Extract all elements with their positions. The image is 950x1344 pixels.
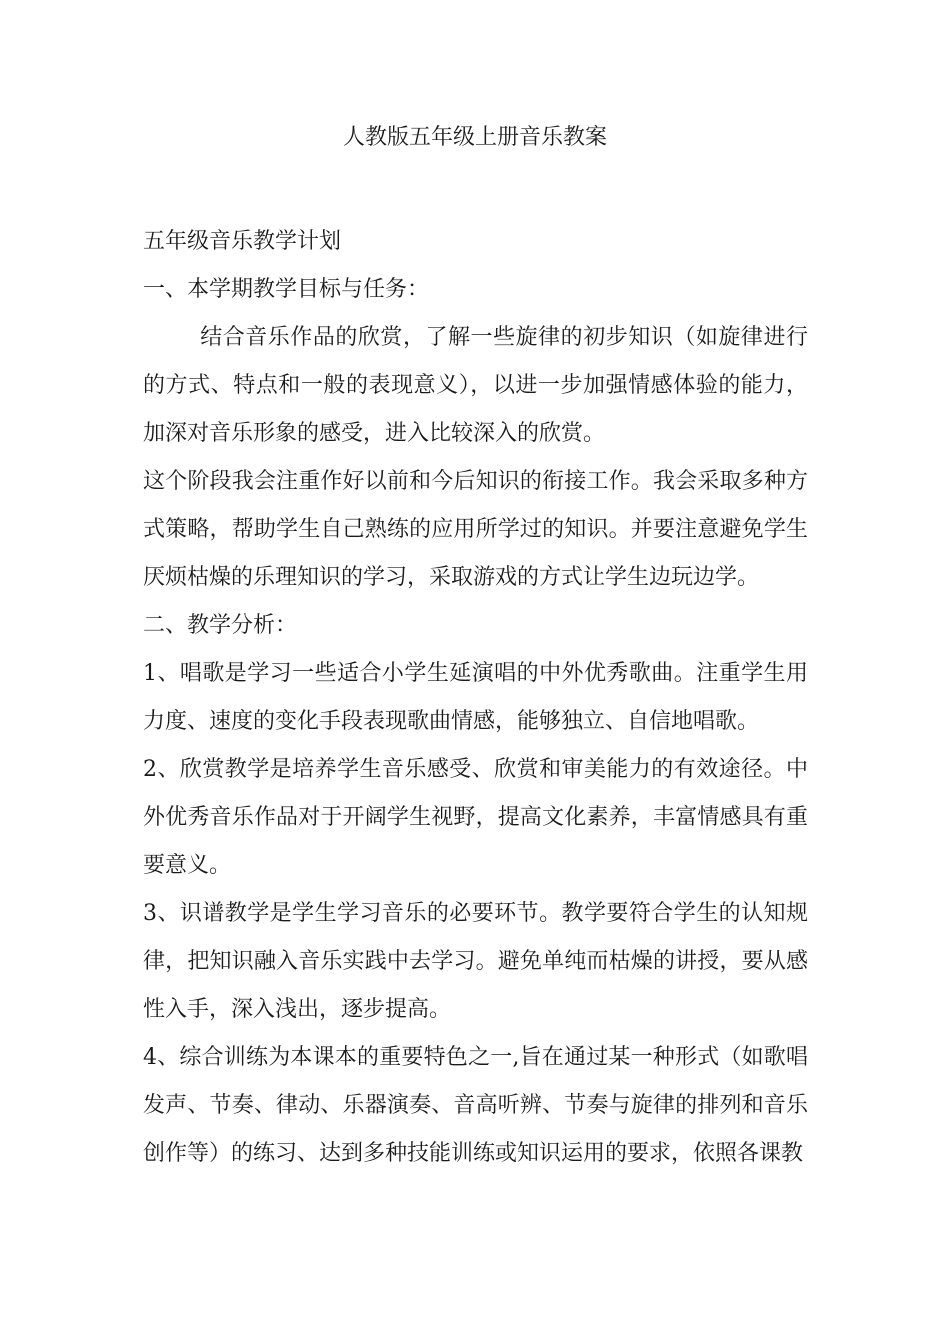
plan-heading: 五年级音乐教学计划: [143, 229, 342, 254]
document-body: [143, 218, 808, 1178]
stage-paragraph: 这个阶段我会注重作好以前和今后知识的衔接工作。我会采取多种方式策略，帮助学生自己熟练的应用所学过的知识。并要注意避免学生厌烦枯燥的乐理知识的学习，采取游戏的方式让学生边玩边学。: [143, 469, 808, 590]
section-2-title: 二、教学分析：: [143, 613, 298, 638]
analysis-item-2: 2、欣赏教学是培养学生音乐感受、欣赏和审美能力的有效途径。中外优秀音乐作品对于开阔学生视野，提高文化素养，丰富情感具有重要意义。: [143, 757, 808, 878]
section-1-title: 一、本学期教学目标与任务：: [143, 277, 430, 302]
analysis-item-3: 3、识谱教学是学生学习音乐的必要环节。教学要符合学生的认知规律，把知识融入音乐实践中去学习。避免单纯而枯燥的讲授，要从感性入手，深入浅出，逐步提高。: [143, 901, 808, 1022]
goal-paragraph: 结合音乐作品的欣赏，了解一些旋律的初步知识（如旋律进行的方式、特点和一般的表现意义），以进一步加强情感体验的能力，加深对音乐形象的感受，进入比较深入的欣赏。: [143, 325, 808, 446]
document-title: 人教版五年级上册音乐教案: [342, 125, 607, 150]
analysis-item-1: 1、唱歌是学习一些适合小学生延演唱的中外优秀歌曲。注重学生用力度、速度的变化手段表现歌曲情感，能够独立、自信地唱歌。: [143, 661, 808, 734]
analysis-item-4: 4、综合训练为本课本的重要特色之一,旨在通过某一种形式（如歌唱发声、节奏、律动、乐器演奏、音高听辨、节奏与旋律的排列和音乐创作等）的练习、达到多种技能训练或知识运用的要求，依照各课教: [143, 1045, 808, 1166]
